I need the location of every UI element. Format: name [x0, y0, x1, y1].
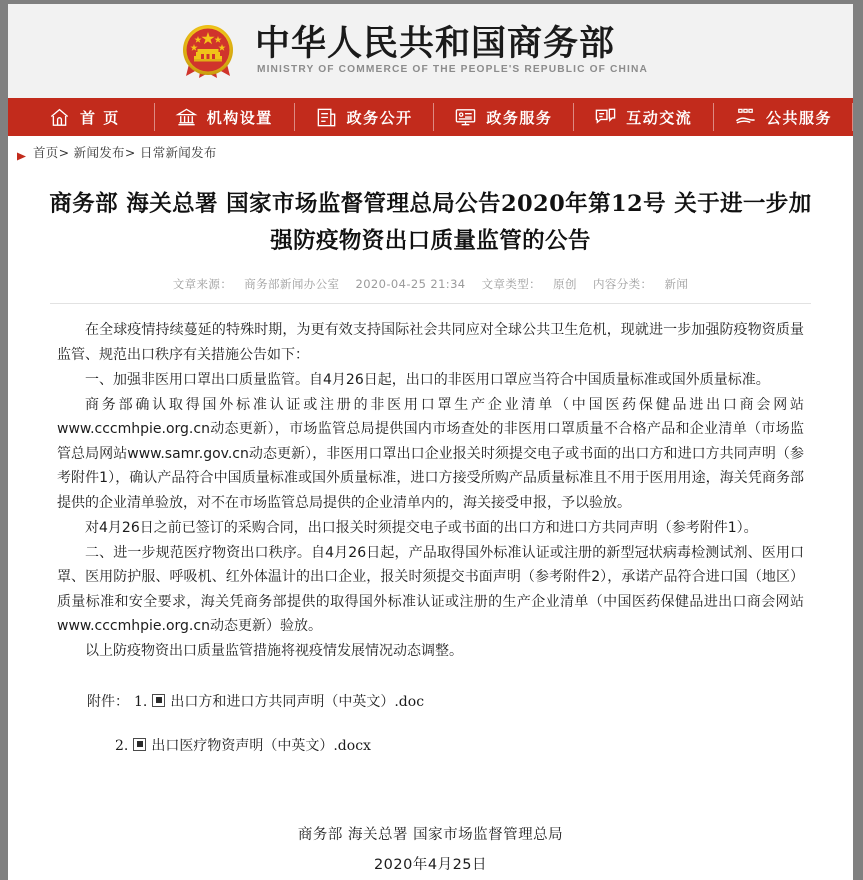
- article-meta: [22, 276, 839, 292]
- doc-file-icon: [152, 694, 165, 707]
- site-brand-text: [254, 23, 649, 75]
- browser-viewport: [8, 4, 853, 873]
- bank-institution-icon: [175, 106, 198, 129]
- breadcrumb: [8, 136, 853, 168]
- attachments-section: [22, 690, 839, 758]
- attachment-number: 1.: [134, 693, 148, 710]
- meta-category-label: 内容分类：: [592, 277, 653, 291]
- nav-label-open-government: 政务公开: [346, 108, 413, 127]
- meta-datetime: 2020-04-25 21:34: [355, 277, 466, 291]
- attachment-link[interactable]: [151, 734, 371, 758]
- meta-category-value: 新闻: [664, 277, 689, 291]
- attachment-row: [57, 734, 804, 758]
- nav-label-government-services: 政务服务: [486, 108, 553, 127]
- attachment-extension: .docx: [333, 737, 371, 754]
- document-list-icon: [315, 106, 338, 129]
- article-paragraph: 以上防疫物资出口质量监管措施将视疫情发展情况动态调整。: [85, 643, 463, 659]
- site-header-inner: [177, 20, 648, 82]
- nav-label-institutions: 机构设置: [206, 108, 273, 127]
- attachment-name: 出口方和进口方共同声明（中英文）: [170, 693, 395, 710]
- article-paragraph: 在全球疫情持续蔓延的特殊时期，为更有效支持国际社会共同应对全球公共卫生危机，现就进一步加强防疫物资质量监管、规范出口秩序有关措施公告如下：: [57, 322, 804, 363]
- page-title: 商务部 海关总署 国家市场监督管理总局公告2020年第12号 关于进一步加强防疫物资出口质量监管的公告: [49, 191, 812, 254]
- monitor-service-icon: [454, 106, 477, 129]
- nav-label-public-services: 公共服务: [766, 108, 833, 127]
- article-paragraph: 商务部确认取得国外标准认证或注册的非医用口罩生产企业清单（中国医药保健品进出口商会网站www.cccmhpie.org.cn动态更新），市场监管总局提供国内市场查处的非医用口罩质量不合格产品和企业清单（市场监管总局网站www.samr.gov.cn动态更新），非医用口罩出口企业报关时须提交电子或书面的出口方和进口方共同声明（参考附件1），确认产品符合中国质量标准或国外质量标准，进口方接受所购产品质量标准且不用于医用用途，海关凭商务部提供的企业清单验放，对不在市场监管总局提供的企业清单内的，海关接受申报，予以验放。: [57, 396, 804, 511]
- doc-file-icon: [133, 738, 146, 751]
- site-title-en: MINISTRY OF COMMERCE OF THE PEOPLE'S REPUBLIC OF CHINA: [256, 63, 649, 75]
- meta-source-label: 文章来源：: [172, 277, 233, 291]
- nav-item-interaction[interactable]: [573, 98, 713, 136]
- red-triangle-arrow-icon: [17, 148, 26, 157]
- attachment-name: 出口医疗物资声明（中英文）: [151, 737, 334, 754]
- chat-bubbles-icon: [594, 106, 617, 129]
- meta-source-value: 商务部新闻办公室: [244, 277, 340, 291]
- nav-label-interaction: 互动交流: [626, 108, 693, 127]
- article-container: [8, 186, 853, 880]
- breadcrumb-text[interactable]: 首页> 新闻发布> 日常新闻发布: [33, 145, 217, 160]
- home-icon: [48, 106, 71, 129]
- attachment-link[interactable]: [170, 690, 424, 714]
- nav-item-public-services[interactable]: [713, 98, 853, 136]
- article-paragraph: 一、加强非医用口罩出口质量监管。自4月26日起，出口的非医用口罩应当符合中国质量标准或国外质量标准。: [85, 371, 770, 388]
- meta-divider: [50, 303, 811, 304]
- nav-label-home: 首 页: [80, 108, 120, 127]
- article-paragraph: 二、进一步规范医疗物资出口秩序。自4月26日起，产品取得国外标准认证或注册的新型冠状病毒检测试剂、医用口罩、医用防护服、呼吸机、红外体温计的出口企业，报关时须提交书面声明（参考附件2），承诺产品符合进口国（地区）质量标准和安全要求，海关凭商务部提供的取得国外标准认证或注册的生产企业清单（中国医药保健品进出口商会网站www.cccmhpie.org.cn动态更新）验放。: [57, 544, 804, 634]
- signature-date: 2020年4月25日: [373, 856, 488, 873]
- article-body: [22, 318, 839, 664]
- china-national-emblem-icon: [177, 20, 239, 82]
- hand-offering-icon: [734, 106, 757, 129]
- site-title-cn: 中华人民共和国商务部: [254, 23, 615, 64]
- attachment-row: [57, 690, 804, 714]
- main-navigation: [8, 98, 853, 136]
- attachment-number: 2.: [115, 737, 129, 754]
- meta-type-value: 原创: [553, 277, 577, 291]
- nav-item-government-services[interactable]: [433, 98, 573, 136]
- nav-item-home[interactable]: [14, 98, 154, 136]
- nav-item-institutions[interactable]: [154, 98, 294, 136]
- attachment-extension: .doc: [394, 693, 425, 710]
- meta-type-label: 文章类型：: [481, 277, 542, 291]
- site-header: [8, 4, 853, 98]
- nav-item-open-government[interactable]: [294, 98, 434, 136]
- signature-organizations: 商务部 海关总署 国家市场监督管理总局: [297, 826, 564, 843]
- article-paragraph: 对4月26日之前已签订的采购合同，出口报关时须提交电子或书面的出口方和进口方共同声明（参考附件1）。: [85, 519, 758, 536]
- signature-block: [22, 820, 839, 880]
- attachments-label: 附件：: [87, 693, 129, 710]
